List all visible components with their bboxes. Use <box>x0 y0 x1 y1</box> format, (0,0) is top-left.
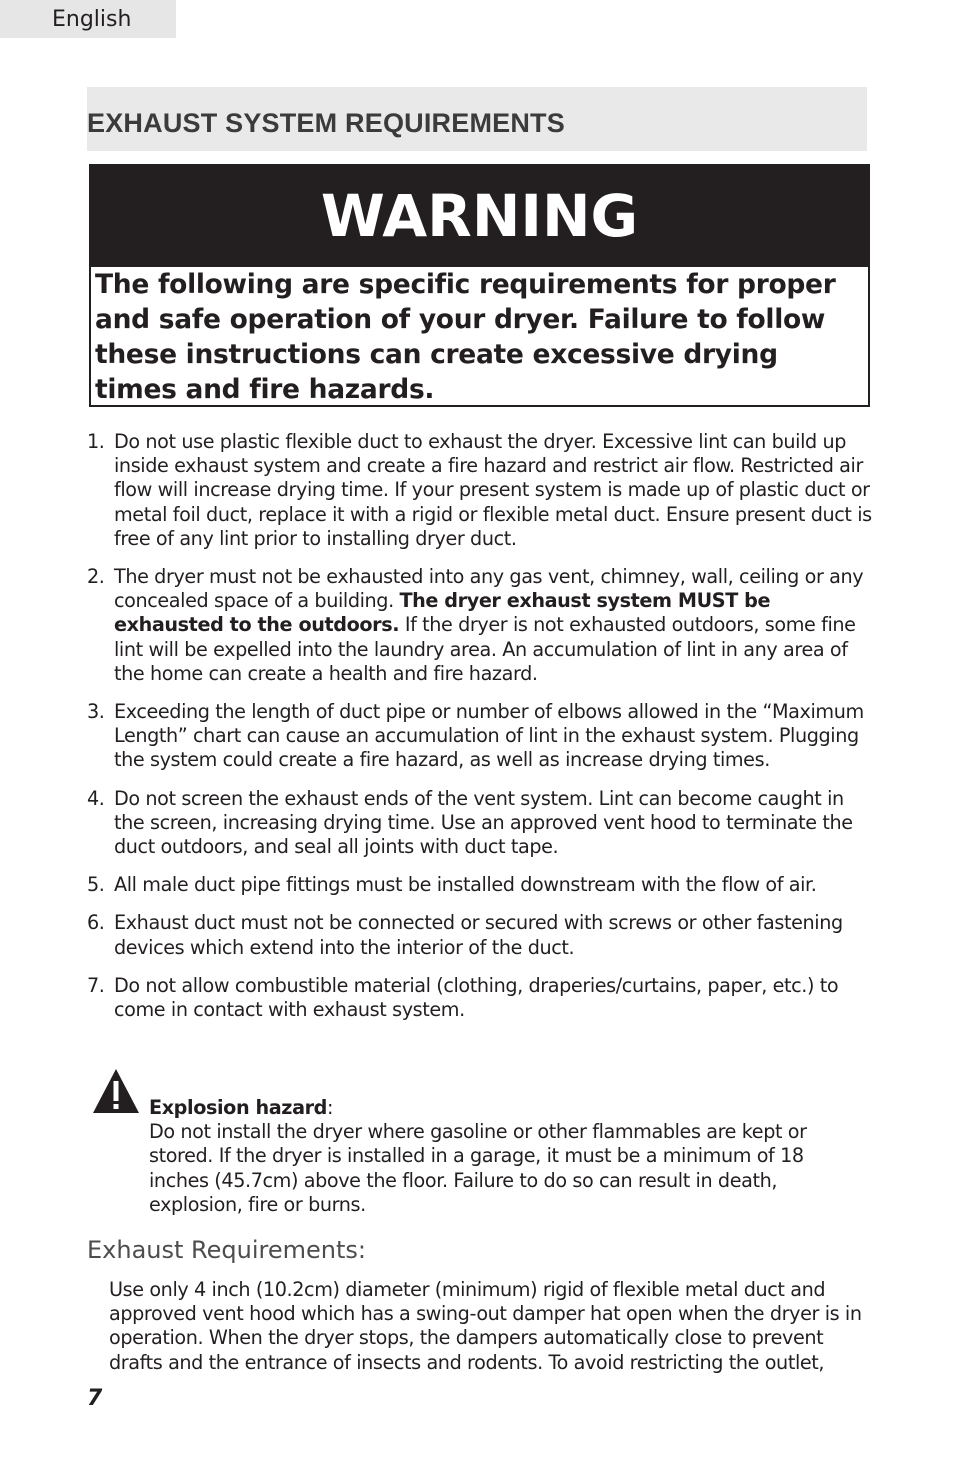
list-item-text: Exhaust duct must not be connected or secured with screws or other fastening devices which extend into the interior of the duct. <box>114 911 843 959</box>
explosion-hazard-title: Explosion hazard <box>149 1096 328 1119</box>
list-item-number: 6. <box>87 911 105 935</box>
list-item <box>87 873 877 897</box>
section-title: EXHAUST SYSTEM REQUIREMENTS <box>87 108 565 138</box>
explosion-hazard-colon: : <box>327 1096 334 1119</box>
list-item-text: Do not screen the exhaust ends of the vent system. Lint can become caught in the screen, increasing drying time. Use an approved vent hood to terminate the duct outdoors, and seal all joints with duct tape. <box>114 786 853 859</box>
list-item-text: Do not use plastic flexible duct to exhaust the dryer. Excessive lint can build up inside exhaust system and create a fire hazard and restrict air flow. Restricted air flow will increase drying time. If your present system is made up of plastic duct or metal foil duct, replace it with a rigid or flexible metal duct. Ensure present duct is free of any lint prior to installing dryer duct. <box>114 430 872 550</box>
warning-triangle-icon <box>92 1068 140 1114</box>
exhaust-requirements-text: Use only 4 inch (10.2cm) diameter (minimum) rigid of flexible metal duct and approved vent hood which has a swing-out damper hat open when the dryer is in operation. When the dryer stops, the dampers automatically close to prevent drafts and the entrance of insects and rodents. To avoid restricting the outlet, <box>109 1278 862 1374</box>
list-item <box>87 911 877 959</box>
list-item-text-continued: If the dryer is not exhausted outdoors, some fine lint will be expelled into the laundry area. An accumulation of lint in any area of the home can create a health and fire hazard. <box>114 613 856 685</box>
explosion-hazard-text: Do not install the dryer where gasoline or other flammables are kept or stored. If the dryer is installed in a garage, it must be a minimum of 18 inches (45.7cm) above the floor. Failure to do so can result in death, explosion, fire or burns. <box>149 1120 807 1216</box>
list-item-text: The dryer must not be exhausted into any gas vent, chimney, wall, ceiling or any concealed space of a building. <box>114 565 864 613</box>
list-item-number: 5. <box>87 873 105 897</box>
list-item-number: 7. <box>87 973 105 997</box>
exhaust-requirements-heading: Exhaust Requirements: <box>87 1236 366 1264</box>
list-item-number: 2. <box>87 565 105 589</box>
list-item-text: Exceeding the length of duct pipe or number of elbows allowed in the “Maximum Length” chart can cause an accumulation of lint in the exhaust system. Plugging the system could create a fire hazard, as well as increase drying times. <box>114 700 864 772</box>
list-item <box>87 787 877 860</box>
list-item <box>87 565 877 686</box>
list-item-text: Do not allow combustible material (clothing, draperies/curtains, paper, etc.) to come in contact with exhaust system. <box>114 973 839 1022</box>
section-header <box>87 87 867 151</box>
list-item <box>87 974 877 1022</box>
list-item <box>87 430 877 551</box>
list-item-number: 4. <box>87 786 105 810</box>
list-item-number: 3. <box>87 700 105 724</box>
page-number: 7 <box>87 1386 103 1411</box>
warning-text: The following are specific requirements for proper and safe operation of your dryer. Failure to follow these instructions can create excessive drying times and fire hazards. <box>95 269 836 405</box>
explosion-hazard-body <box>149 1096 849 1217</box>
list-item-text: All male duct pipe fittings must be installed downstream with the flow of air. <box>114 873 817 897</box>
warning-title: WARNING <box>91 166 868 267</box>
list-item <box>87 700 877 773</box>
warning-box <box>89 164 870 407</box>
requirements-list <box>87 430 877 1036</box>
list-item-number: 1. <box>87 430 105 453</box>
explosion-hazard-title-line <box>149 1096 849 1120</box>
language-tab: English <box>0 0 176 38</box>
list-item-emphasis: The dryer exhaust system MUST be exhausted to the outdoors. <box>114 589 771 637</box>
